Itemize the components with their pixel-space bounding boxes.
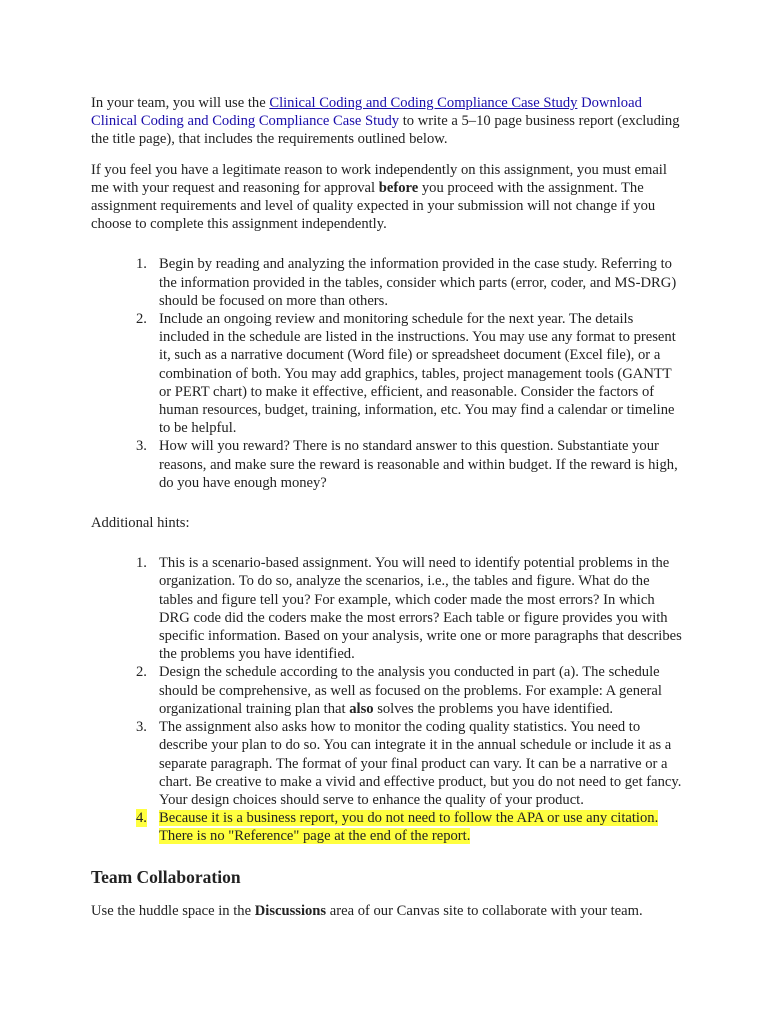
hint-item <box>91 554 683 663</box>
additional-hints-label: Additional hints: <box>91 515 190 532</box>
intro-text-after: to write a 5–10 page business report (excluding the title page), that includes the requirements outlined below. <box>91 113 680 148</box>
list-number: 1. <box>136 555 147 572</box>
intro-paragraph <box>91 94 683 149</box>
hint-item-highlighted <box>91 809 683 845</box>
case-study-link[interactable]: Clinical Coding and Coding Compliance Case Study <box>269 95 578 111</box>
independent-text-1: If you feel you have a legitimate reason to work independently on this assignment, you must email me with your request and reasoning for approval <box>91 161 667 196</box>
requirement-text: Include an ongoing review and monitoring schedule for the next year. The details included in the schedule are listed in the instructions. You may use any format to present it, such as a narrative document (Word file) or spreadsheet document (Excel file), or a combination of both. You may add graphics, tables, project management tools (GANTT or PERT chart) to make it effective, efficient, and reasonable. Consider the factors of human resources, budget, training, information, etc. You may find a calendar or timeline to be helpful. <box>159 311 676 437</box>
case-study-download-link[interactable]: Download Clinical Coding and Coding Compliance Case Study <box>91 95 642 130</box>
collab-text-after: area of our Canvas site to collaborate with your team. <box>326 902 643 919</box>
team-collaboration-paragraph <box>91 902 683 920</box>
requirement-text: How will you reward? There is no standard answer to this question. Substantiate your reasons, and make sure the reward is reasonable and within budget. If the reward is high, do you have enough money? <box>159 438 678 491</box>
hints-list <box>91 554 683 845</box>
independent-bold: before <box>378 179 419 196</box>
independent-text-2: you proceed with the assignment. The assignment requirements and level of quality expected in your submission will not change if you choose to complete this assignment independently. <box>91 179 656 233</box>
hint-text-before: Design the schedule according to the analysis you conducted in part (a). The schedule should be comprehensive, as well as focused on the problems. For example: A general organizational training plan that <box>159 664 662 717</box>
hint-item <box>91 663 683 718</box>
requirement-text: Begin by reading and analyzing the information provided in the case study. Referring to the information provided in the tables, consider which parts (error, coder, and MS-DRG) should be focused on more than others. <box>159 256 677 309</box>
requirements-list <box>91 255 683 492</box>
intro-text-before: In your team, you will use the <box>91 95 270 111</box>
requirement-item <box>91 310 683 437</box>
list-number: 2. <box>136 311 147 328</box>
requirement-item <box>91 255 683 310</box>
hint-text-after: solves the problems you have identified. <box>373 700 614 717</box>
list-number: 3. <box>136 719 147 736</box>
list-number: 4. <box>136 810 147 827</box>
hint-text: This is a scenario-based assignment. You will need to identify potential problems in the organization. To do so, analyze the scenarios, i.e., the tables and figure. What do the tables and figure tell you? For example, which coder made the most errors? In which DRG code did the coders make the most errors? Each table or figure provides you with specific information. Based on your analysis, write one or more paragraphs that describes the problems you have identified. <box>159 555 682 663</box>
hint-text: The assignment also asks how to monitor the coding quality statistics. You need to describe your plan to do so. You can integrate it in the annual schedule or include it as a separate paragraph. The format of your final product can vary. It can be a narrative or a chart. Be creative to make a vivid and effective product, but you do not need to get fancy. Your design choices should serve to enhance the quality of your product. <box>159 719 682 808</box>
collab-bold: Discussions <box>254 902 327 919</box>
document-body <box>91 94 683 920</box>
hint-bold: also <box>349 700 374 717</box>
independent-work-paragraph <box>91 161 683 234</box>
requirement-item <box>91 437 683 492</box>
list-number: 2. <box>136 664 147 681</box>
collab-text-before: Use the huddle space in the <box>91 902 255 919</box>
list-number: 1. <box>136 256 147 273</box>
list-number: 3. <box>136 438 147 455</box>
hint-text-highlighted: Because it is a business report, you do not need to follow the APA or use any citation. There is no "Reference" page at the end of the report. <box>159 810 659 845</box>
team-collaboration-heading: Team Collaboration <box>91 866 241 887</box>
hint-item <box>91 718 683 809</box>
